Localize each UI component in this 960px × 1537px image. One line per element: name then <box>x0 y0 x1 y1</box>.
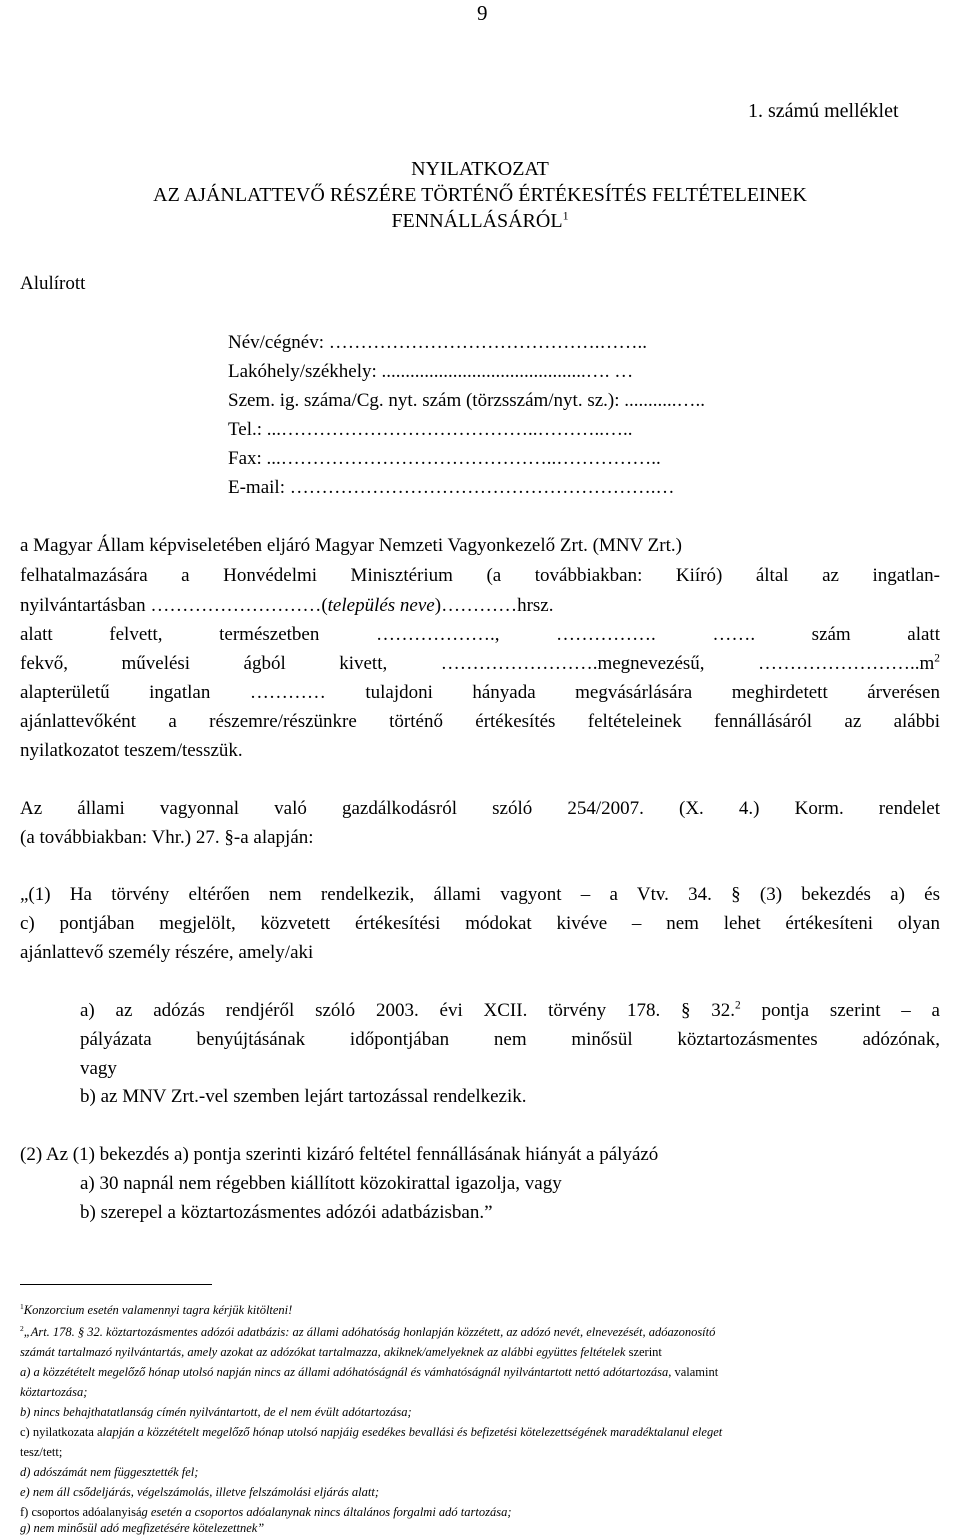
footnote-2-line-9: e) nem áll csődeljárás, végelszámolás, illetve felszámolási eljárás alatt; <box>20 1485 379 1499</box>
para1-line-4: alatt felvett, természetben ………………., ……………. ……. szám alatt <box>20 624 940 645</box>
item-a-line-2: pályázata benyújtásának időpontjában nem minősül köztartozásmentes adózónak, <box>80 1029 940 1050</box>
field-email: E-mail: ………………………………………………….… <box>228 477 675 498</box>
item-a-line-3: vagy <box>80 1058 117 1079</box>
footnote-2-line-4: köztartozása; <box>20 1385 88 1399</box>
para1-line-7: ajánlattevőként a részemre/részünkre történő értékesítés feltételeinek fennállásáról az alábbi <box>20 711 940 732</box>
field-address: Lakóhely/székhely: ...........................................…. … <box>228 361 634 382</box>
para1-line-1: a Magyar Állam képviseletében eljáró Magyar Nemzeti Vagyonkezelő Zrt. (MNV Zrt.) <box>20 535 682 556</box>
footnote-1: $^1$Konzorcium esetén valamennyi tagra kérjük kitölteni! <box>20 1301 293 1317</box>
para3-line-3: b) szerepel a köztartozásmentes adózói adatbázisban.” <box>80 1202 493 1223</box>
title-line-2: AZ AJÁNLATTEVŐ RÉSZÉRE TÖRTÉNŐ ÉRTÉKESÍTÉS FELTÉTELEINEK <box>153 184 807 206</box>
footnote-2-line-3: a) a közzétételt megelőző hónap utolsó napján nincs az állami adóhatóságnál és vámhatóságnál nyilvántartott nettó adótartozása, valamint <box>20 1365 719 1379</box>
para1-line-6: alapterületű ingatlan ………… tulajdoni hányada megvásárlására meghirdetett árverésen <box>20 682 940 703</box>
para3-line-1: (2) Az (1) bekezdés a) pontja szerinti kizáró feltétel fennállásának hiányát a pályázó <box>20 1144 659 1165</box>
footnote-2-line-1: $^2$„Art. 178. § 32. köztartozásmentes adózói adatbázis: az állami adóhatóság honlapján közzétett, az adózó nevét, elnevezését, adóazonosító <box>20 1323 716 1339</box>
footnote-ref-1: 1 <box>562 208 569 223</box>
footnote-2-line-10: f) csoportos adóalanyiság esetén a csoportos adóalanynak nincs általános forgalmi adó tartozása; <box>20 1505 512 1519</box>
footnote-2-line-5: b) nincs behajthatatlanság címén nyilvántartott, de el nem évült adótartozása; <box>20 1405 412 1419</box>
para1-line-5: fekvő, művelési ágból kivett, …………………….megnevezésű, $\dots\dots\dots\dots\dots\dots\dots\dots..m^2$ <box>20 652 940 674</box>
para1-line-2: felhatalmazására a Honvédelmi Minisztérium (a továbbiakban: Kiíró) által az ingatlan- <box>20 565 940 586</box>
title-line-1: NYILATKOZAT <box>411 158 549 180</box>
para1-line-8: nyilatkozatot teszem/tesszük. <box>20 740 243 761</box>
footnote-2-line-8: d) adószámát nem függesztették fel; <box>20 1465 199 1479</box>
footnote-2-line-6: c) nyilatkozata alapján a közzétételt megelőző hónap utolsó napjáig esedékes bevallási és befizetési kötelezettségének maradéktalanul eleget <box>20 1425 723 1439</box>
footnote-divider <box>20 1284 212 1285</box>
item-b: b) az MNV Zrt.-vel szemben lejárt tartozással rendelkezik. <box>80 1086 527 1107</box>
annex-label: 1. számú melléklet <box>748 100 899 122</box>
footnote-2-line-2: számát tartalmazó nyilvántartás, amely azokat az adózókat tartalmazza, akiknek/amelyeknek az alábbi együttes feltételek szerint <box>20 1345 662 1359</box>
field-phone: Tel.: ...…………………………………..………..….. <box>228 419 633 440</box>
field-name: Név/cégnév: …………………………………….…….. <box>228 332 648 353</box>
document-title <box>0 156 960 234</box>
para1-line-3: nyilvántartásban ………………………(település neve)…………hrsz. <box>20 595 554 616</box>
quote-line-3: ajánlattevő személy részére, amely/aki <box>20 942 314 963</box>
quote-line-2: c) pontjában megjelölt, közvetett értékesítési módokat kivéve – nem lehet értékesíteni olyan <box>20 913 940 934</box>
para3-line-2: a) 30 napnál nem régebben kiállított közokirattal igazolja, vagy <box>80 1173 562 1194</box>
page-number: 9 <box>477 1 488 25</box>
intro-text: Alulírott <box>20 273 86 294</box>
field-id-number: Szem. ig. száma/Cg. nyt. szám (törzsszám/nyt. sz.): ...........….. <box>228 390 706 411</box>
item-a-line-1: a) az adózás rendjéről szóló 2003. évi XCII. törvény 178. § 32.$^2$ pontja szerint – a <box>80 999 940 1021</box>
quote-line-1: „(1) Ha törvény eltérően nem rendelkezik, állami vagyont – a Vtv. 34. § (3) bekezdés a) és <box>20 884 940 905</box>
footnote-2-line-11: g) nem minősül adó megfizetésére kötelezettnek” <box>20 1521 265 1535</box>
title-line-3: FENNÁLLÁSÁRÓL$^1$ <box>391 208 569 232</box>
footnote-2-line-7: tesz/tett; <box>20 1445 63 1459</box>
field-fax: Fax: ...……………………………………..…………….. <box>228 448 661 469</box>
para2-line-1: Az állami vagyonnal való gazdálkodásról szóló 254/2007. (X. 4.) Korm. rendelet <box>20 798 940 819</box>
para2-line-2: (a továbbiakban: Vhr.) 27. §-a alapján: <box>20 827 314 848</box>
